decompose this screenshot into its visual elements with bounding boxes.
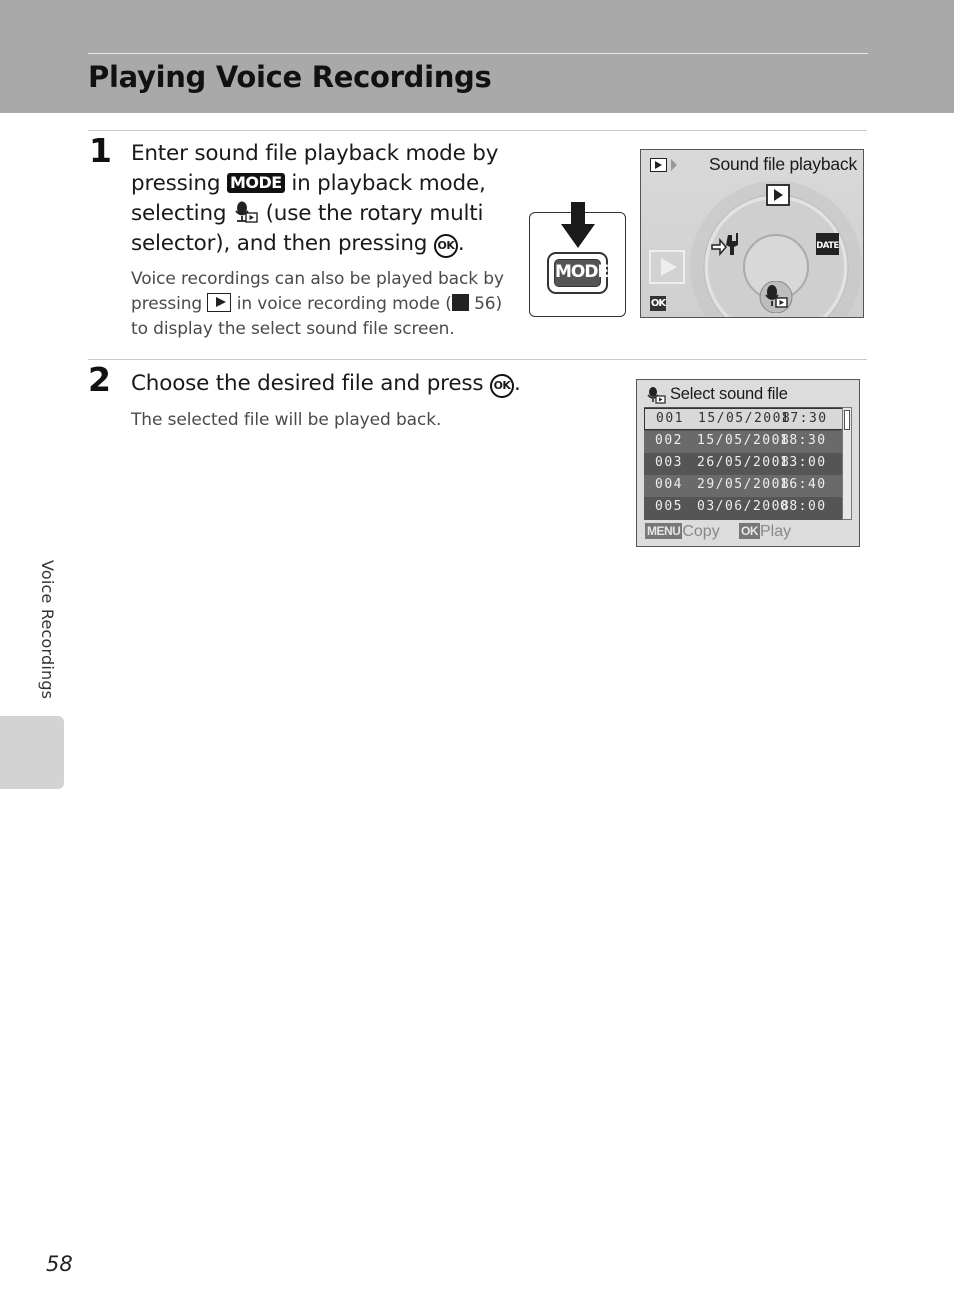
list-item[interactable]: 003 26/05/2008 13:00 (655, 455, 827, 470)
screen1-title: Sound file playback (709, 154, 857, 174)
list-scrollbar[interactable] (842, 407, 852, 520)
dial-voice-playback-option-icon[interactable] (759, 281, 793, 313)
list-item[interactable]: 005 03/06/2008 08:00 (655, 499, 827, 514)
voice-playback-icon (233, 201, 259, 223)
step1-line2: pressing MODE in playback mode, (131, 171, 486, 196)
ok-button-icon: OK (490, 374, 514, 398)
step1-instruction (131, 139, 521, 259)
voice-playback-icon (646, 387, 666, 404)
play-hint: OK Play (741, 523, 792, 540)
scrollbar-thumb[interactable] (844, 410, 850, 430)
sound-file-playback-screen (640, 149, 864, 318)
copy-hint: MENU Copy (647, 523, 720, 540)
section-side-label: Voice Recordings (38, 560, 57, 700)
menu-arrow-icon (671, 159, 677, 171)
list-item[interactable]: 001 15/05/2008 17:30 (644, 408, 845, 430)
press-down-arrow-icon (561, 202, 595, 250)
screen2-title: Select sound file (670, 385, 788, 403)
step2-note: The selected file will be played back. (131, 410, 442, 430)
mode-button-label: MODE (554, 259, 601, 287)
page-number: 58 (46, 1252, 73, 1276)
header-rule (88, 53, 868, 54)
section-tab (0, 716, 64, 789)
step1-divider (88, 130, 867, 131)
step1-number: 1 (89, 131, 112, 170)
sound-file-list (644, 407, 845, 520)
mode-button (547, 252, 608, 294)
page-title: Playing Voice Recordings (88, 60, 492, 94)
dial-date-option-icon[interactable]: DATE (816, 233, 839, 255)
playback-mode-icon (650, 158, 667, 172)
step1-note: Voice recordings can also be played back by pressing in voice recording mode ( 56) to display the select sound file screen. (131, 269, 504, 339)
dial-playback-option-icon[interactable] (766, 184, 790, 206)
mode-key-icon: MODE (227, 173, 285, 193)
menu-button-icon: MENU (647, 524, 681, 538)
playback-button-icon (207, 293, 231, 312)
ok-indicator: OK (650, 298, 666, 309)
step1-line4: selector), and then pressing OK . (131, 231, 465, 256)
dial-setup-option-icon[interactable] (710, 231, 740, 257)
step2-number: 2 (88, 360, 111, 399)
step2-divider (88, 359, 867, 360)
ok-button-icon: OK (434, 234, 458, 258)
select-sound-file-screen (636, 379, 860, 547)
step2-instruction: Choose the desired file and press OK . (131, 371, 521, 396)
page-reference-icon (452, 294, 469, 311)
list-item[interactable]: 004 29/05/2008 16:40 (644, 475, 845, 497)
step1-line3: selecting (use the rotary multi (131, 201, 484, 226)
ok-button-icon: OK (741, 524, 758, 538)
step1-line1: Enter sound file playback mode by (131, 141, 499, 166)
header-band (0, 0, 954, 113)
list-item[interactable]: 002 15/05/2008 18:30 (644, 431, 845, 453)
playback-watermark-icon (649, 250, 685, 284)
